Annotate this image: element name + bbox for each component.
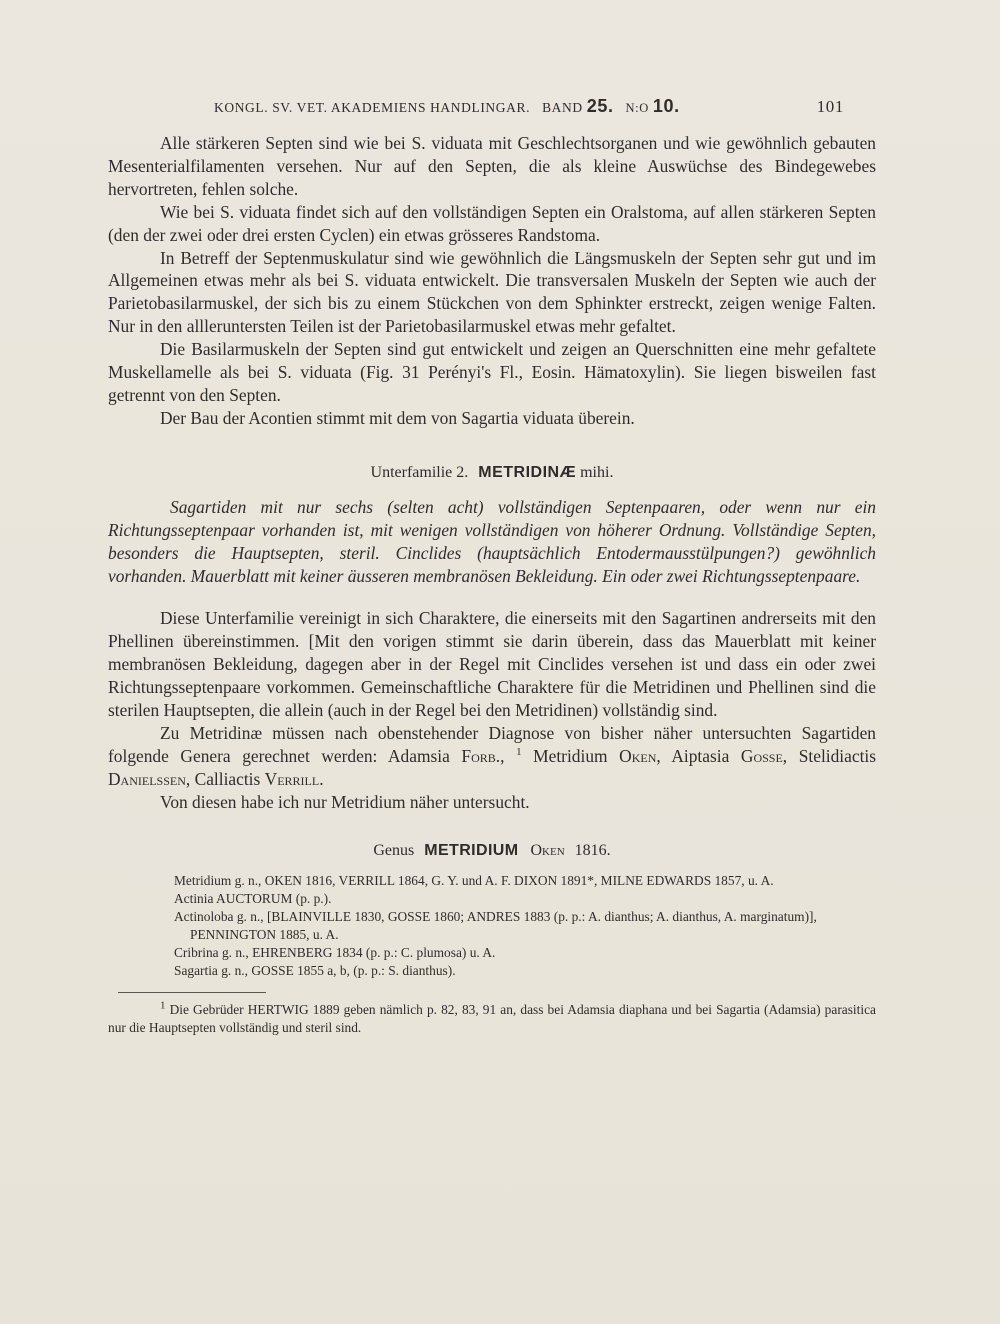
genus-year: 1816. bbox=[574, 841, 611, 859]
band-number: 25. bbox=[586, 96, 614, 116]
footnote-rule bbox=[118, 992, 266, 993]
body-text bbox=[108, 132, 876, 1037]
synonymy-entry: Sagartia g. n., GOSSE 1855 a, b, (p. p.: S. dianthus). bbox=[174, 962, 456, 978]
issue-number: 10. bbox=[652, 96, 680, 116]
synonymy-entry: Metridium g. n., OKEN 1816, VERRILL 1864, G. Y. und A. F. DIXON 1891*, MILNE EDWARDS 1857, u. A. bbox=[174, 872, 774, 888]
subfamily-name: METRIDINÆ bbox=[478, 463, 577, 481]
subfamily-label: Unterfamilie 2. bbox=[370, 463, 469, 481]
paragraph: Die Basilarmuskeln der Septen sind gut entwickelt und zeigen an Querschnitten eine mehr gefaltete Muskellamelle als bei S. viduata (Fig. 31 Perényi's Fl., Eosin. Hämatoxylin). Sie liegen bisweilen fast getrennt von den Septen. bbox=[108, 339, 876, 405]
paragraph: In Betreff der Septenmuskulatur sind wie gewöhnlich die Längsmuskeln der Septen sehr gut und im Allgemeinen etwas mehr als bei S. viduata entwickelt. Die transversalen Muskeln der Septen wie auch der Parietobasilarmuskel, der sich bis zu einem Stückchen von dem Sphinkter erstreckt, zeigen wenige Falten. Nur in den allleruntersten Teilen ist der Parietobasilarmuskel etwas mehr gefaltet. bbox=[108, 247, 876, 337]
footnote-mark: 1 bbox=[160, 999, 166, 1012]
synonymy-entry: Actinia AUCTORUM (p. p.). bbox=[174, 890, 332, 906]
diagnosis: Sagartiden mit nur sechs (selten acht) vollständigen Septenpaaren, oder wenn nur ein Richtungsseptenpaar vorhanden ist, mit wenigen vollständigen von höherer Ordnung. Vollständige Septen, besonders die Hauptsepten, steril. Cinclides (hauptsächlich Entodermausstülpungen?) gewöhnlich vorhanden. Mauerblatt mit keiner äusseren membranösen Bekleidung. Ein oder zwei Richtungsseptenpaare. bbox=[108, 496, 876, 586]
running-header bbox=[214, 96, 844, 120]
paragraph: Diese Unterfamilie vereinigt in sich Charaktere, die einerseits mit den Sagartinen andrerseits mit den Phellinen übereinstimmen. [Mit den vorigen stimmt sie darin überein, dass das Mauerblatt mit keiner membranösen Bekleidung, dagegen aber in der Regel mit Cinclides versehen ist und dass ein oder zwei Richtungsseptenpaare vorkommen. Gemeinschaftliche Charaktere für die Metridinen und Phellinen sind die sterilen Hauptsepten, die allein (auch in der Regel bei den Metridinen) vollständig sind. bbox=[108, 608, 876, 721]
genus-label: Genus bbox=[373, 841, 415, 859]
synonymy-entry: Actinoloba g. n., [BLAINVILLE 1830, GOSSE 1860; ANDRES 1883 (p. p.: A. dianthus; A. dianthus, A. marginatum)], PENNINGTON 1885, u. A. bbox=[174, 908, 817, 942]
paragraph: Von diesen habe ich nur Metridium näher untersucht. bbox=[160, 791, 530, 812]
paragraph-genera: Zu Metridinæ müssen nach obenstehender Diagnose von bisher näher untersuchten Sagartiden folgende Genera gerechnet werden: Adamsia Forb., $^1$ Metridium Oken, Aiptasia Gosse, Stelidiactis Danielssen, Calliactis Verrill. bbox=[108, 722, 877, 789]
synonymy-entry: Cribrina g. n., EHRENBERG 1834 (p. p.: C. plumosa) u. A. bbox=[174, 944, 496, 960]
band-label: BAND bbox=[542, 100, 583, 115]
issue-label: N:O bbox=[625, 101, 649, 115]
genus-name: METRIDIUM bbox=[424, 841, 519, 859]
genus-heading bbox=[108, 842, 876, 860]
paragraph: Der Bau der Acontien stimmt mit dem von Sagartia viduata überein. bbox=[160, 407, 635, 428]
footnote-ref: 1 bbox=[516, 746, 522, 759]
running-title: KONGL. SV. VET. AKADEMIENS HANDLINGAR. bbox=[214, 100, 531, 115]
page-number: 101 bbox=[816, 97, 844, 116]
genus-author: Oken bbox=[530, 841, 565, 859]
subfamily-heading bbox=[108, 464, 876, 482]
paragraph: Alle stärkeren Septen sind wie bei S. viduata mit Geschlechtsorganen und wie gewöhnlich gebauten Mesenterialfilamenten versehen. Nur auf den Septen, die als kleine Auswüchse des Bindegewebes hervortreten, fehlen solche. bbox=[108, 133, 876, 199]
synonymy-list bbox=[174, 872, 876, 980]
footnote bbox=[108, 1001, 876, 1037]
paragraph: Wie bei S. viduata findet sich auf den vollständigen Septen ein Oralstoma, auf allen stärkeren Septen (den der zwei oder drei ersten Cyclen) ein etwas grösseres Randstoma. bbox=[108, 201, 876, 245]
subfamily-suffix: mihi. bbox=[580, 463, 614, 481]
footnote-text: Die Gebrüder HERTWIG 1889 geben nämlich p. 82, 83, 91 an, dass bei Adamsia diaphana und bei Sagartia (Adamsia) parasitica nur die Hauptsepten vollständig und steril sind. bbox=[108, 1001, 876, 1035]
